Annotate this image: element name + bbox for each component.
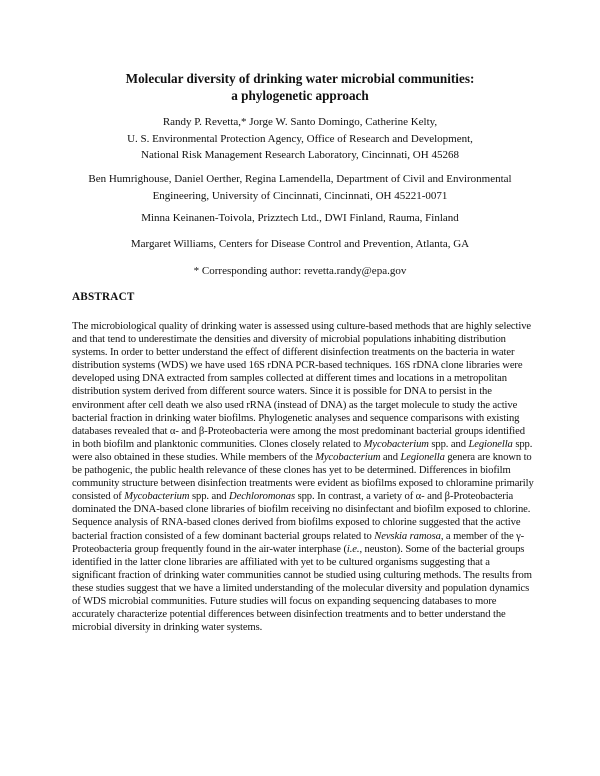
author-line: Margaret Williams, Centers for Disease Control and Prevention, Atlanta, GA [130,238,470,250]
abstract-italic-term: Mycobacterium [363,438,429,450]
abstract-italic-term: Legionella [400,451,445,463]
abstract-text-segment: spp. In contrast, a variety of α- and β-Proteobacteria dominated the DNA-based clone libraries of biofilm receiving no disinfectant and biofilm exposed to chlorine. Sequence analysis of RNA-based clones derived from biofilms exposed to chlorine suggested that the active bacterial fraction consisted of a few dominant bacterial groups related to [72,491,531,542]
abstract-text-segment: genera are known to be pathogenic, the public health relevance of these clones has yet to be determined. Differences in biofilm community structure between disinfection treatments were evident as biofilms exposed to chloramine primarily consisted of [72,451,534,503]
affiliation-line: National Risk Management Research Laboratory, Cincinnati, OH 45268 [141,149,459,161]
title-line-2: a phylogenetic approach [231,88,369,103]
title-line-1: Molecular diversity of drinking water microbial communities: [125,71,475,86]
author-block-epa [40,114,560,164]
abstract-paragraph [72,320,534,634]
author-line: Ben Humrighouse, Daniel Oerther, Regina Lamendella, Department of Civil and Environmental [88,173,512,185]
abstract-italic-term: Nevskia ramosa [374,530,441,542]
author-line: Minna Keinanen-Toivola, Prizztech Ltd., DWI Finland, Rauma, Finland [141,212,459,224]
author-block-finland [40,210,560,227]
abstract-heading: ABSTRACT [72,291,135,303]
abstract-text-segment: and [380,451,401,463]
paper-title [60,70,540,104]
abstract-text-segment: , a member of the γ-Proteobacteria group frequently found in the air-water interphase ( [72,530,525,555]
abstract-italic-term: Legionella [468,438,513,450]
corresponding-author [40,263,560,280]
author-block-cincinnati [40,171,560,204]
abstract-italic-term: Mycobacterium [315,451,381,463]
abstract-italic-term: Dechloromonas [229,491,296,503]
corresponding-author-line: * Corresponding author: revetta.randy@epa.gov [193,265,407,277]
abstract-text-segment: The microbiological quality of drinking water is assessed using culture-based methods that are highly selective and that tend to underestimate the densities and diversity of microbial populations inhabiting distribution systems. In order to better understand the effect of different disinfection treatments on the bacteria in water distribution systems (WDS) we have used 16S rDNA PCR-based techniques. 16S rDNA clone libraries were developed using DNA extracted from samples collected at different times and locations in a metropolitan distribution system derived from different source waters. Since it is possible for DNA to persist in the environment after cell death we also used rRNA (instead of DNA) as the target molecule to study the active bacterial fraction in drinking water biofilms. Phylogenetic analyses and sequence comparisons with existing databases revealed that α- and β-Proteobacteria were among the most predominant bacterial groups identified in both biofilm and planktonic communities. Clones closely related to [72,321,532,450]
abstract-italic-term: Mycobacterium [124,491,190,503]
abstract-text-segment: spp. and [189,491,230,503]
abstract-text-segment: spp. and [428,438,469,450]
abstract-body [72,320,534,634]
abstract-italic-term: i.e. [346,543,360,555]
affiliation-line: Engineering, University of Cincinnati, Cincinnati, OH 45221-0071 [152,189,448,202]
abstract-text-segment: , neuston). Some of the bacterial groups identified in the latter clone libraries are affiliated with yet to be cultured organisms suggesting that a significant fraction of drinking water communities cannot be studied using culturing methods. The results from these studies suggest that we have a limited understanding of the molecular diversity and population dynamics of WDS microbial communities. Future studies will focus on expanding sequencing databases to more accurately characterize potential differences between disinfection treatments and to better understand the microbial diversity in drinking water systems. [72,543,532,634]
affiliation-line: U. S. Environmental Protection Agency, Office of Research and Development, [127,132,473,145]
abstract-text-segment: spp. were also obtained in these studies. While members of the [72,438,533,463]
author-line: Randy P. Revetta,* Jorge W. Santo Domingo, Catherine Kelty, [162,116,438,128]
author-block-cdc [40,236,560,253]
